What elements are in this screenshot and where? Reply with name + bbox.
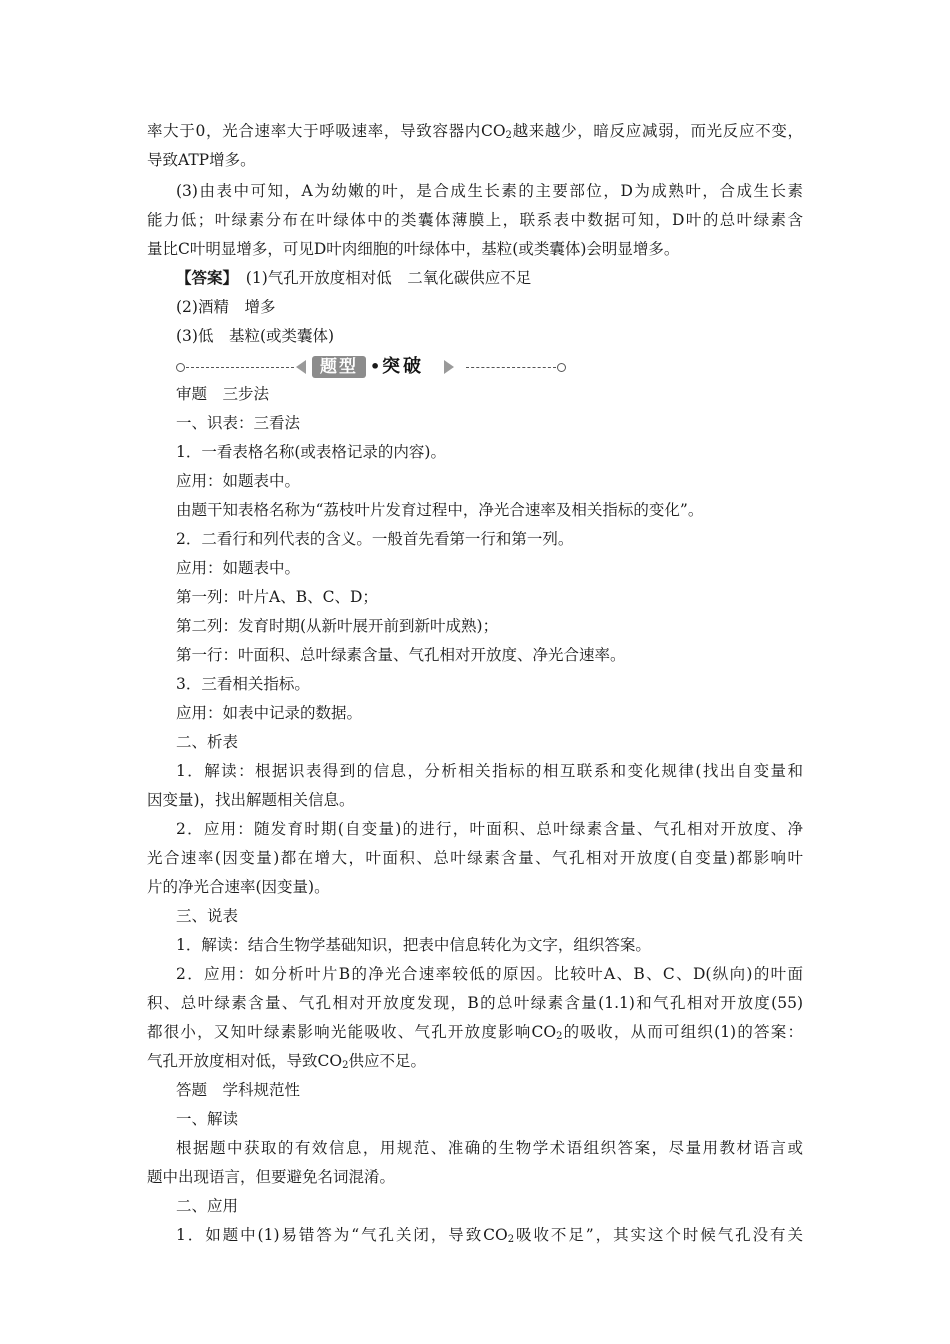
paragraph-line: 因变量)，找出解题相关信息。 <box>147 791 355 809</box>
paragraph-line: 2．应用：如分析叶片B的净光合速率较低的原因。比较叶A、B、C、D(纵向)的叶面 <box>176 965 803 983</box>
answer-line: (3)低 基粒(或类囊体) <box>176 327 335 345</box>
banner-dash-right <box>466 367 556 368</box>
banner-separator: • <box>370 357 381 376</box>
answer-line: 【答案】 (1)气孔开放度相对低 二氧化碳供应不足 <box>176 268 532 287</box>
paragraph-line: 应用：如表中记录的数据。 <box>176 704 363 722</box>
paragraph-line: 气孔开放度相对低，导致$CO_2$供应不足。 <box>147 1052 426 1071</box>
paragraph-line: 1．如题中(1)易错答为“气孔关闭，导致$CO_2$吸收不足”，其实这个时候气孔没有关 <box>176 1226 803 1245</box>
paragraph-line: 3．三看相关指标。 <box>176 675 310 693</box>
paragraph-line: 1．一看表格名称(或表格记录的内容)。 <box>176 443 446 461</box>
paragraph-line: 光合速率(因变量)都在增大，叶面积、总叶绿素含量、气孔相对开放度(自变量)都影响叶 <box>147 849 803 867</box>
banner-title: 突破 <box>382 356 424 377</box>
paragraph-line: 根据题中获取的有效信息，用规范、准确的生物学术语组织答案，尽量用教材语言或 <box>176 1139 803 1157</box>
section-heading: 答题 学科规范性 <box>176 1081 301 1099</box>
paragraph-line: 应用：如题表中。 <box>176 559 301 577</box>
paragraph-line: 积、总叶绿素含量、气孔相对开放度发现，B的总叶绿素含量(1.1)和气孔相对开放度(55) <box>147 994 803 1012</box>
paragraph-line: 片的净光合速率(因变量)。 <box>147 878 330 896</box>
paragraph-line: 第一列：叶片A、B、C、D； <box>176 588 378 606</box>
paragraph-line: 1．解读：根据识表得到的信息，分析相关指标的相互联系和变化规律(找出自变量和 <box>176 762 803 780</box>
subheading: 二、应用 <box>176 1197 239 1215</box>
paragraph-line: 2．应用：随发育时期(自变量)的进行，叶面积、总叶绿素含量、气孔相对开放度、净 <box>176 820 803 838</box>
banner-arrow-right-icon <box>444 360 454 374</box>
paragraph-line: 率大于0，光合速率大于呼吸速率，导致容器内$CO_2$越来越少，暗反应减弱，而光反应不变， <box>147 122 803 141</box>
section-banner <box>176 355 568 381</box>
paragraph-line: 能力低；叶绿素分布在叶绿体中的类囊体薄膜上，联系表中数据可知，D叶的总叶绿素含 <box>147 211 803 229</box>
answer-line: (2)酒精 增多 <box>176 298 276 316</box>
subheading: 二、析表 <box>176 733 239 751</box>
section-heading: 审题 三步法 <box>176 385 270 403</box>
paragraph-line: 都很小，又知叶绿素影响光能吸收、气孔开放度影响$CO_2$的吸收，从而可组织(1)的答案： <box>147 1023 803 1042</box>
paragraph-line: 第二列：发育时期(从新叶展开前到新叶成熟)； <box>176 617 499 635</box>
banner-tag: 题型 <box>312 356 366 378</box>
paragraph-line: 应用：如题表中。 <box>176 472 301 490</box>
paragraph-line: 由题干知表格名称为“荔枝叶片发育过程中，净光合速率及相关指标的变化”。 <box>176 501 704 519</box>
banner-dash-left <box>186 367 294 368</box>
paragraph-line: 导致ATP增多。 <box>147 151 256 169</box>
paragraph-line: 题中出现语言，但要避免名词混淆。 <box>147 1168 396 1186</box>
subheading: 一、解读 <box>176 1110 239 1128</box>
paragraph-line: 第一行：叶面积、总叶绿素含量、气孔相对开放度、净光合速率。 <box>176 646 626 664</box>
paragraph-line: 量比C叶明显增多，可见D叶肉细胞的叶绿体中，基粒(或类囊体)会明显增多。 <box>147 240 680 258</box>
subheading: 三、说表 <box>176 907 239 925</box>
banner-dot-left <box>176 363 185 372</box>
paragraph-line: (3)由表中可知，A为幼嫩的叶，是合成生长素的主要部位，D为成熟叶，合成生长素 <box>176 182 803 200</box>
answer-label: 【答案】 <box>176 268 231 287</box>
banner-dot-right <box>557 363 566 372</box>
paragraph-line: 1．解读：结合生物学基础知识，把表中信息转化为文字，组织答案。 <box>176 936 651 954</box>
banner-arrow-left-icon <box>296 360 306 374</box>
subheading: 一、识表：三看法 <box>176 414 301 432</box>
paragraph-line: 2．二看行和列代表的含义。一般首先看第一行和第一列。 <box>176 530 574 548</box>
